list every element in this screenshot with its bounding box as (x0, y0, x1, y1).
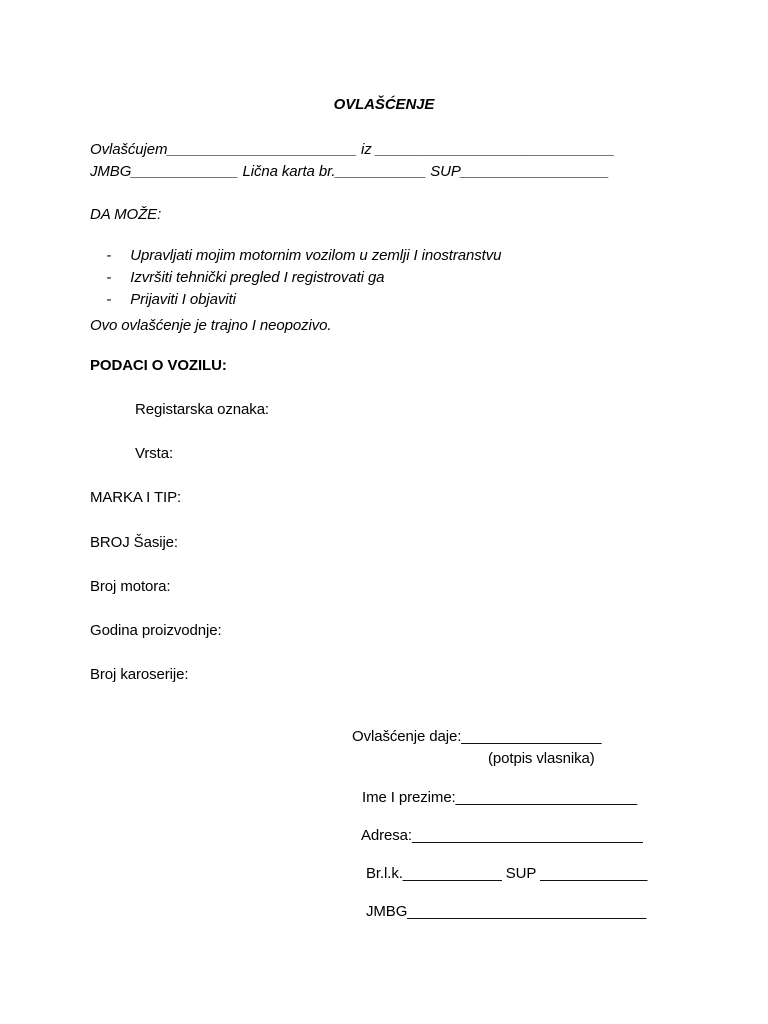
id-card-line: Br.l.k.____________ SUP _____________ (366, 865, 648, 882)
vehicle-type-label: Vrsta: (135, 445, 174, 462)
full-name-line: Ime I prezime:______________________ (362, 789, 637, 806)
authorizer-id-line: JMBG_____________ Lična karta br.___________ SUP__________________ (90, 163, 610, 180)
list-dash: - (106, 291, 112, 308)
chassis-number-label: BROJ Šasije: (90, 534, 178, 551)
permission-text: Prijaviti I objaviti (130, 291, 236, 308)
permission-text: Upravljati mojim motornim vozilom u zemlji I inostranstvu (130, 247, 502, 264)
authorizer-line: Ovlašćujem_______________________ iz _____________________________ (90, 141, 615, 158)
make-model-label: MARKA I TIP: (90, 489, 182, 506)
body-number-label: Broj karoserije: (90, 666, 189, 683)
owner-signature-note: (potpis vlasnika) (488, 750, 595, 767)
registration-label: Registarska oznaka: (135, 401, 270, 418)
production-year-label: Godina proizvodnje: (90, 622, 222, 639)
document-title: OVLAŠĆENJE (333, 96, 435, 113)
vehicle-section-heading: PODACI O VOZILU: (90, 357, 227, 374)
given-by-line: Ovlašćenje daje:_________________ (352, 728, 602, 745)
permissions-heading: DA MOŽE: (90, 206, 162, 223)
engine-number-label: Broj motora: (90, 578, 171, 595)
permission-text: Izvršiti tehnički pregled I registrovati ga (130, 269, 385, 286)
list-dash: - (106, 247, 112, 264)
list-dash: - (106, 269, 112, 286)
jmbg-line: JMBG_____________________________ (366, 903, 647, 920)
address-line: Adresa:____________________________ (361, 827, 643, 844)
validity-statement: Ovo ovlašćenje je trajno I neopozivo. (90, 317, 332, 334)
